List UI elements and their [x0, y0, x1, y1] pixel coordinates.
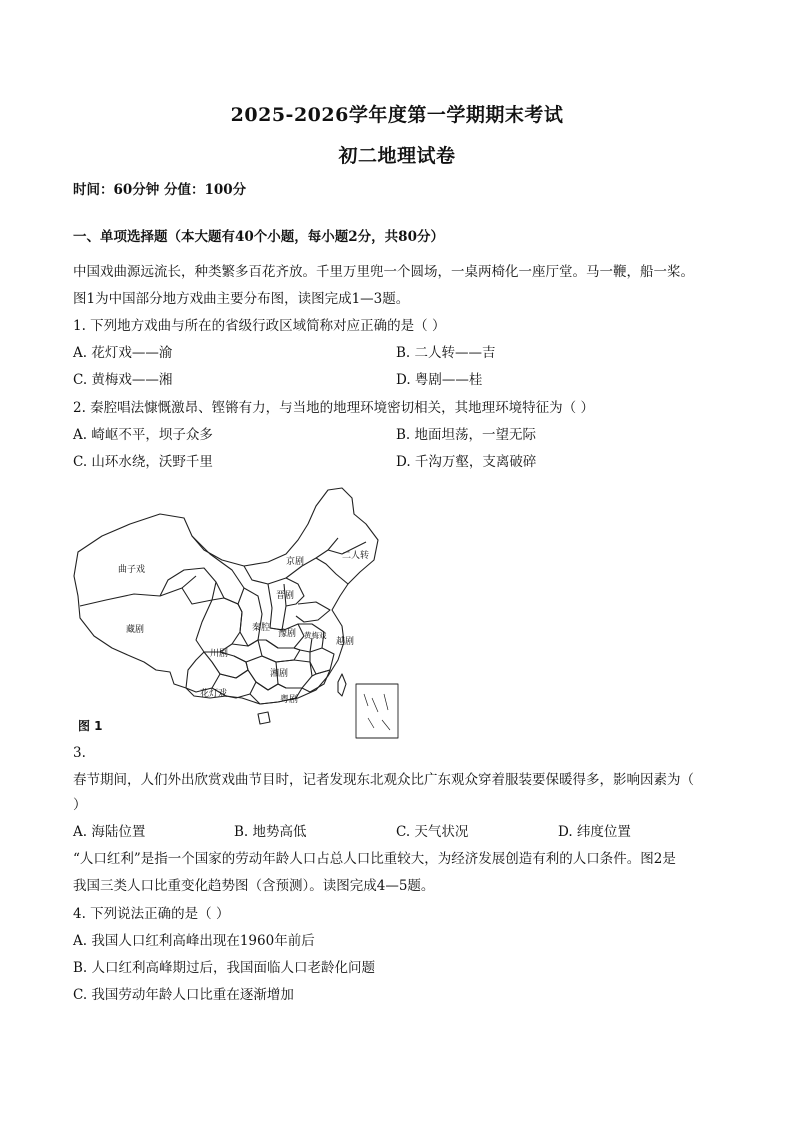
map-label-quzixi: 曲子戏 — [118, 565, 146, 575]
map-label-xiangju: 湘剧 — [270, 669, 289, 679]
map-label-chuanju: 川剧 — [210, 649, 229, 659]
map-label-zangju: 藏剧 — [126, 625, 145, 635]
question-4-stem: 4. 下列说法正确的是（ ） — [73, 906, 230, 922]
question-1-stem: 1. 下列地方戏曲与所在的省级行政区域简称对应正确的是（ ） — [73, 318, 446, 334]
intro-paragraph-line: 我国三类人口比重变化趋势图（含预测）。读图完成4—5题。 — [73, 878, 435, 894]
map-label-yuju: 豫剧 — [278, 629, 297, 639]
question-4-option-c: C. 我国劳动年龄人口比重在逐渐增加 — [73, 987, 294, 1003]
china-opera-map — [72, 484, 402, 742]
question-2-option-c: C. 山环水绕，沃野千里 — [73, 454, 213, 470]
intro-paragraph-line: 图1为中国部分地方戏曲主要分布图，读图完成1—3题。 — [73, 291, 410, 307]
question-2-option-b: B. 地面坦荡，一望无际 — [396, 427, 537, 443]
china-outline — [74, 488, 378, 704]
question-1-option-b: B. 二人转——吉 — [396, 345, 496, 361]
question-2-stem: 2. 秦腔唱法慷慨激昂、铿锵有力，与当地的地理环境密切相关，其地理环境特征为（ ） — [73, 400, 594, 416]
map-label-huadengxi: 花灯戏 — [200, 689, 228, 699]
map-label-qinqiang: 秦腔 — [252, 623, 271, 633]
intro-paragraph-line: “人口红利”是指一个国家的劳动年龄人口占总人口比重较大，为经济发展创造有利的人口条件。图2是 — [73, 851, 676, 867]
question-3-option-a: A. 海陆位置 — [73, 824, 146, 840]
question-3-option-d: D. 纬度位置 — [558, 824, 631, 840]
map-label-yueju-guangdong: 粤剧 — [280, 695, 299, 705]
question-3-stem: 春节期间，人们外出欣赏戏曲节目时，记者发现东北观众比广东观众穿着服装要保暖得多，影响因素为（ — [73, 772, 694, 788]
question-2-option-d: D. 千沟万壑，支离破碎 — [396, 454, 537, 470]
question-3-option-c: C. 天气状况 — [396, 824, 469, 840]
exam-meta: 时间：60分钟 分值：100分 — [73, 182, 247, 198]
question-4-option-a: A. 我国人口红利高峰出现在1960年前后 — [73, 933, 315, 949]
section-heading: 一、单项选择题（本大题有40个小题，每小题2分，共80分） — [73, 229, 444, 245]
question-3-stem-continued: ） — [73, 797, 87, 813]
map-label-huangmeixi: 黄梅戏 — [304, 631, 327, 640]
question-1-option-a: A. 花灯戏——渝 — [73, 345, 173, 361]
map-label-yueju-zhejiang: 越剧 — [336, 637, 355, 647]
map-label-jingju: 京剧 — [286, 557, 305, 567]
question-3-number: 3. — [73, 745, 86, 761]
question-1-option-c: C. 黄梅戏——湘 — [73, 372, 173, 388]
map-label-errenzhuan: 二人转 — [342, 551, 370, 561]
map-label-jinju: 晋剧 — [276, 591, 295, 601]
intro-paragraph-line: 中国戏曲源远流长，种类繁多百花齐放。千里万里兜一个圆场，一桌两椅化一座厅堂。马一鞭，船一桨。 — [73, 264, 694, 280]
question-2-option-a: A. 崎岖不平，坝子众多 — [73, 427, 213, 443]
question-3-option-b: B. 地势高低 — [234, 824, 307, 840]
question-1-option-d: D. 粤剧——桂 — [396, 372, 483, 388]
question-4-option-b: B. 人口红利高峰期过后，我国面临人口老龄化问题 — [73, 960, 376, 976]
map-caption: 图 1 — [78, 719, 103, 733]
exam-subtitle: 初二地理试卷 — [338, 145, 456, 167]
exam-title: 2025-2026学年度第一学期期末考试 — [230, 104, 564, 126]
